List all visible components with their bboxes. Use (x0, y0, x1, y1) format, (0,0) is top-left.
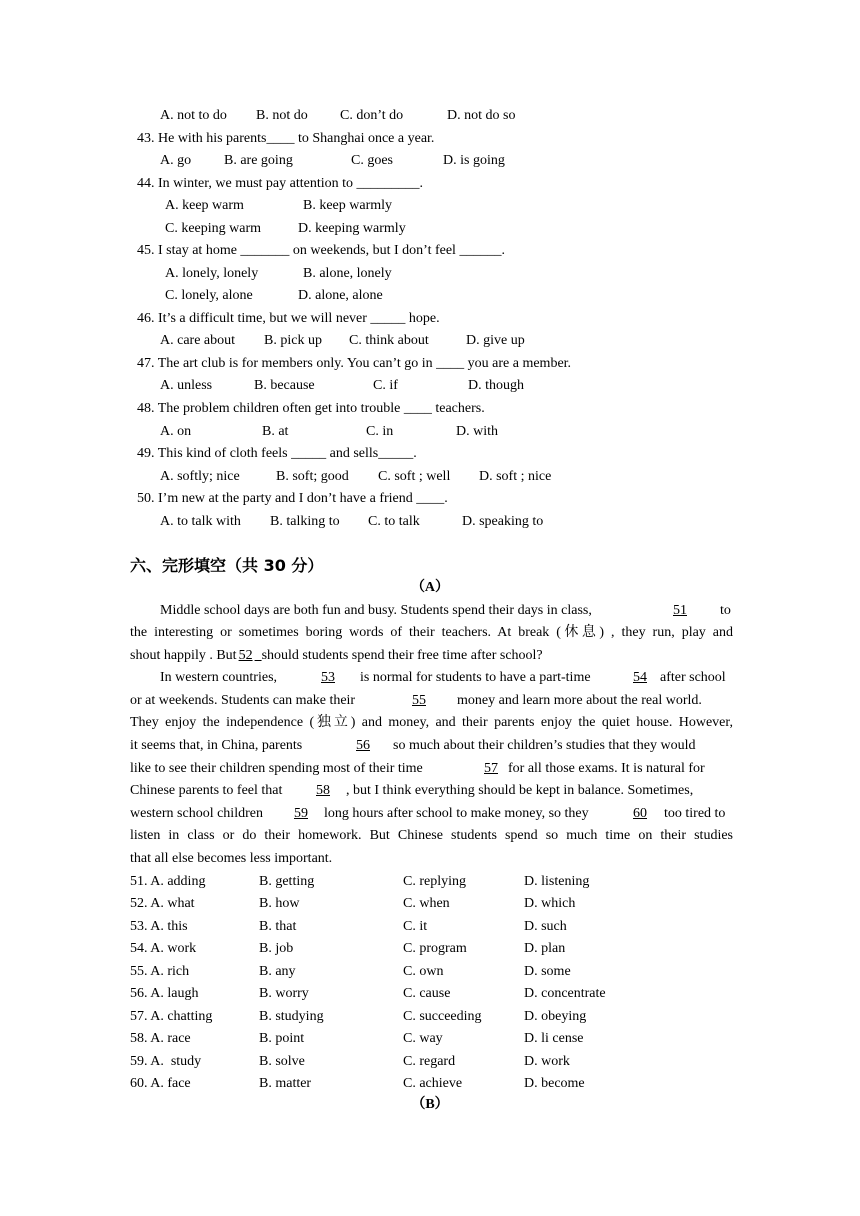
choice-b: B. studying (259, 1009, 324, 1024)
choice-c: C. program (403, 941, 467, 956)
choice-c: C. when (403, 896, 450, 911)
choice-c: C. cause (403, 986, 451, 1001)
choice-a: 56. A. laugh (130, 986, 199, 1001)
q50-option-c: C. to talk (368, 514, 420, 529)
choice-b: B. any (259, 964, 296, 979)
q46-option-a: A. care about (160, 333, 236, 348)
choice-b: B. that (259, 919, 297, 934)
blank-51: 51 (673, 603, 687, 618)
passage-text: money and learn more about the real world. (457, 693, 702, 708)
q49-option-b: B. soft; good (276, 469, 349, 484)
choice-d: D. work (524, 1054, 570, 1069)
passage-line: Middle school days are both fun and busy. Students spend their days in class, (160, 603, 592, 618)
choice-c: C. succeeding (403, 1009, 482, 1024)
choice-a: 55. A. rich (130, 964, 190, 979)
choice-d: D. li cense (524, 1031, 584, 1046)
blank-52: 52 (238, 648, 253, 663)
question-43: 43. He with his parents____ to Shanghai once a year. (137, 131, 435, 146)
blank-60: 60 (633, 806, 647, 821)
blank-54: 54 (633, 670, 647, 685)
q48-option-a: A. on (160, 424, 192, 439)
choice-b: B. solve (259, 1054, 305, 1069)
choice-b: B. point (259, 1031, 305, 1046)
q47-option-c: C. if (373, 378, 398, 393)
choice-a: 51. A. adding (130, 874, 206, 889)
choice-d: D. such (524, 919, 567, 934)
passage-text: , but I think everything should be kept in balance. Sometimes, (346, 783, 694, 798)
passage-text: western school children (130, 806, 263, 821)
passage-text: is normal for students to have a part-time (360, 670, 591, 685)
passage-text: after school (660, 670, 726, 685)
q47-option-a: A. unless (160, 378, 213, 393)
passage-text: so much about their children’s studies that they would (393, 738, 696, 753)
blank-59: 59 (294, 806, 308, 821)
question-47: 47. The art club is for members only. You can’t go in ____ you are a member. (137, 356, 572, 371)
q46-option-b: B. pick up (264, 333, 322, 348)
choice-d: D. some (524, 964, 571, 979)
choice-a: 53. A. this (130, 919, 188, 934)
choice-c: C. achieve (403, 1076, 463, 1091)
choice-b: B. matter (259, 1076, 312, 1091)
passage-text: or at weekends. Students can make their (130, 693, 356, 708)
choice-a: 57. A. chatting (130, 1009, 213, 1024)
q42-option-d: D. not do so (447, 108, 516, 123)
question-45: 45. I stay at home _______ on weekends, but I don’t feel ______. (137, 243, 505, 258)
choice-d: D. become (524, 1076, 585, 1091)
passage-text: too tired to (664, 806, 726, 821)
q44-option-d: D. keeping warmly (298, 221, 406, 236)
passage-line: that all else becomes less important. (130, 851, 333, 866)
choice-a: 60. A. face (130, 1076, 191, 1091)
passage-text: it seems that, in China, parents (130, 738, 303, 753)
q50-option-d: D. speaking to (462, 514, 544, 529)
blank-56: 56 (356, 738, 370, 753)
q48-option-c: C. in (366, 424, 394, 439)
question-44: 44. In winter, we must pay attention to _________. (137, 176, 424, 191)
q42-option-a: A. not to do (160, 108, 227, 123)
blank-55: 55 (412, 693, 426, 708)
q45-option-b: B. alone, lonely (303, 266, 392, 281)
q43-option-a: A. go (160, 153, 192, 168)
choice-d: D. which (524, 896, 576, 911)
passage-text: for all those exams. It is natural for (508, 761, 705, 776)
q49-option-c: C. soft ; well (378, 469, 451, 484)
section-heading: 六、完形填空（共 30 分） (130, 556, 324, 575)
passage-text: Chinese parents to feel that (130, 783, 283, 798)
question-50: 50. I’m new at the party and I don’t have a friend ____. (137, 491, 448, 506)
choice-c: C. way (403, 1031, 443, 1046)
blank-53: 53 (321, 670, 335, 685)
q46-option-c: C. think about (349, 333, 429, 348)
choice-d: D. concentrate (524, 986, 606, 1001)
choice-b: B. job (259, 941, 294, 956)
q45-option-a: A. lonely, lonely (165, 266, 259, 281)
q47-option-d: D. though (468, 378, 524, 393)
blank-57: 57 (484, 761, 498, 776)
passage-line: listen in class or do their homework. But Chinese students spend so much time on their studies (130, 828, 733, 843)
choice-c: C. it (403, 919, 428, 934)
passage-line: shout happily . But 52 should students spend their free time after school? (130, 648, 543, 663)
q50-option-a: A. to talk with (160, 514, 241, 529)
choice-a: 52. A. what (130, 896, 195, 911)
choice-a: 54. A. work (130, 941, 197, 956)
choice-d: D. listening (524, 874, 590, 889)
choice-c: C. regard (403, 1054, 456, 1069)
q50-option-b: B. talking to (270, 514, 340, 529)
q48-option-d: D. with (456, 424, 498, 439)
q45-option-c: C. lonely, alone (165, 288, 253, 303)
passage-text: long hours after school to make money, so they (324, 806, 589, 821)
choice-d: D. obeying (524, 1009, 587, 1024)
q44-option-a: A. keep warm (165, 198, 244, 213)
q43-option-b: B. are going (224, 153, 293, 168)
choice-b: B. how (259, 896, 300, 911)
q49-option-a: A. softly; nice (160, 469, 240, 484)
q45-option-d: D. alone, alone (298, 288, 383, 303)
q48-option-b: B. at (262, 424, 289, 439)
passage-text: to (720, 603, 731, 618)
question-46: 46. It’s a difficult time, but we will never _____ hope. (137, 311, 440, 326)
choice-c: C. replying (403, 874, 466, 889)
choice-b: B. worry (259, 986, 309, 1001)
q42-option-b: B. not do (256, 108, 308, 123)
choice-a: 58. A. race (130, 1031, 191, 1046)
passage-line: the interesting or sometimes boring words of their teachers. At break (休息) , they run, play and (130, 625, 733, 640)
choice-a: 59. A. study (130, 1054, 202, 1069)
q43-option-d: D. is going (443, 153, 505, 168)
choice-b: B. getting (259, 874, 315, 889)
question-48: 48. The problem children often get into trouble ____ teachers. (137, 401, 485, 416)
q49-option-d: D. soft ; nice (479, 469, 552, 484)
q46-option-d: D. give up (466, 333, 525, 348)
blank-58: 58 (316, 783, 330, 798)
q47-option-b: B. because (254, 378, 315, 393)
passage-text: In western countries, (160, 670, 278, 685)
passage-text: like to see their children spending most of their time (130, 761, 423, 776)
q43-option-c: C. goes (351, 153, 393, 168)
part-b-label: （B） (411, 1097, 449, 1112)
part-a-label: （A） (410, 580, 450, 595)
choice-c: C. own (403, 964, 444, 979)
q42-option-c: C. don’t do (340, 108, 404, 123)
q44-option-c: C. keeping warm (165, 221, 262, 236)
question-49: 49. This kind of cloth feels _____ and sells_____. (137, 446, 417, 461)
passage-line: They enjoy the independence (独立) and money, and their parents enjoy the quiet house. However, (130, 715, 733, 730)
q44-option-b: B. keep warmly (303, 198, 393, 213)
choice-d: D. plan (524, 941, 566, 956)
